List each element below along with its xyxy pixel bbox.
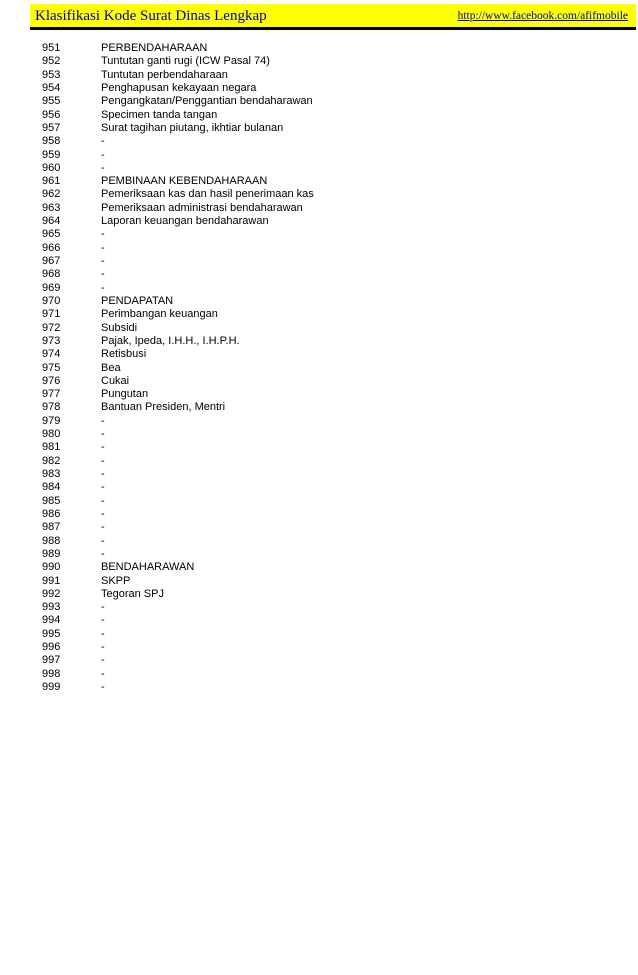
code-description: - (101, 441, 105, 454)
code-description: PERBENDAHARAAN (101, 42, 208, 54)
code-number: 952 (42, 55, 61, 68)
code-number: 994 (42, 614, 61, 627)
list-item (0, 681, 638, 694)
code-number: 998 (42, 667, 61, 680)
list-item (0, 588, 638, 601)
code-number: 974 (42, 348, 61, 361)
list-item (0, 401, 638, 414)
code-number: 951 (42, 42, 61, 54)
list-item (0, 348, 638, 361)
code-description: - (101, 481, 105, 494)
code-description: SKPP (101, 574, 131, 587)
code-number: 953 (42, 68, 61, 81)
code-description: Specimen tanda tangan (101, 108, 218, 121)
list-item (0, 282, 638, 295)
code-description: - (101, 241, 105, 254)
code-number: 986 (42, 507, 61, 520)
list-item (0, 614, 638, 627)
code-number: 968 (42, 268, 61, 281)
code-description: Subsidi (101, 321, 138, 334)
code-number: 960 (42, 161, 61, 174)
code-description: - (101, 627, 105, 640)
code-number: 963 (42, 201, 61, 214)
list-item (0, 521, 638, 534)
code-description: - (101, 454, 105, 467)
code-description: Surat tagihan piutang, ikhtiar bulanan (101, 121, 284, 134)
list-item (0, 149, 638, 162)
list-item (0, 428, 638, 441)
list-item (0, 322, 638, 335)
code-number: 982 (42, 454, 61, 467)
code-number: 999 (42, 681, 61, 693)
code-description: - (101, 468, 105, 480)
code-number: 966 (42, 241, 61, 254)
code-number: 996 (42, 641, 61, 654)
code-description: - (101, 547, 105, 560)
code-number: 985 (42, 494, 61, 507)
code-description: - (101, 681, 105, 693)
page-header (30, 4, 636, 30)
list-item (0, 69, 638, 82)
list-item (0, 135, 638, 148)
code-number: 980 (42, 428, 61, 441)
code-description: PEMBINAAN KEBENDAHARAAN (101, 175, 268, 188)
list-item (0, 162, 638, 175)
code-description: BENDAHARAWAN (101, 561, 195, 574)
code-description: Tegoran SPJ (101, 587, 164, 600)
code-number: 977 (42, 388, 61, 401)
code-description: - (101, 667, 105, 680)
code-description: - (101, 135, 105, 148)
code-description: - (101, 654, 105, 667)
code-description: Pajak, Ipeda, I.H.H., I.H.P.H. (101, 334, 240, 347)
code-description: Pemeriksaan kas dan hasil penerimaan kas (101, 188, 314, 201)
list-item (0, 175, 638, 188)
code-description: Pengangkatan/Penggantian bendaharawan (101, 95, 313, 108)
code-number: 970 (42, 294, 61, 307)
list-item (0, 668, 638, 681)
code-number: 976 (42, 374, 61, 387)
code-description: Perimbangan keuangan (101, 308, 218, 321)
code-description: - (101, 414, 105, 427)
code-description: - (101, 601, 105, 614)
list-item (0, 561, 638, 574)
code-description: Penghapusan kekayaan negara (101, 81, 257, 94)
list-item (0, 415, 638, 428)
list-item (0, 335, 638, 348)
code-number: 959 (42, 148, 61, 161)
code-number: 957 (42, 121, 61, 134)
list-item (0, 495, 638, 508)
code-description: - (101, 255, 105, 267)
code-number: 990 (42, 561, 61, 574)
code-description: - (101, 521, 105, 534)
list-item (0, 362, 638, 375)
code-description: Cukai (101, 374, 130, 387)
code-number: 964 (42, 215, 61, 228)
code-description: Bantuan Presiden, Mentri (101, 401, 226, 414)
code-number: 978 (42, 401, 61, 414)
code-number: 993 (42, 601, 61, 614)
list-item (0, 508, 638, 521)
list-item (0, 441, 638, 454)
code-description: - (101, 228, 105, 241)
list-item (0, 242, 638, 255)
list-item (0, 575, 638, 588)
code-description: Retisbusi (101, 348, 147, 361)
list-item (0, 228, 638, 241)
code-description: Pungutan (101, 388, 149, 401)
list-item (0, 95, 638, 108)
list-item (0, 375, 638, 388)
code-number: 955 (42, 95, 61, 108)
list-item (0, 122, 638, 135)
list-item (0, 654, 638, 667)
code-description: - (101, 161, 105, 174)
code-number: 984 (42, 481, 61, 494)
code-number: 995 (42, 627, 61, 640)
list-item (0, 55, 638, 68)
code-description: - (101, 641, 105, 654)
list-item (0, 641, 638, 654)
list-item (0, 215, 638, 228)
code-number: 972 (42, 321, 61, 334)
code-description: PENDAPATAN (101, 294, 174, 307)
code-description: Tuntutan perbendaharaan (101, 68, 228, 81)
code-number: 961 (42, 175, 61, 188)
code-description: Laporan keuangan bendaharawan (101, 215, 269, 228)
code-number: 997 (42, 654, 61, 667)
code-description: - (101, 268, 105, 281)
list-item (0, 535, 638, 548)
code-number: 989 (42, 547, 61, 560)
list-item (0, 468, 638, 481)
code-list (0, 42, 638, 694)
code-number: 958 (42, 135, 61, 148)
code-number: 983 (42, 468, 61, 480)
code-number: 973 (42, 334, 61, 347)
code-description: - (101, 281, 105, 294)
list-item (0, 601, 638, 614)
list-item (0, 268, 638, 281)
code-number: 971 (42, 308, 61, 321)
code-description: Pemeriksaan administrasi bendaharawan (101, 201, 303, 214)
list-item (0, 455, 638, 468)
list-item (0, 295, 638, 308)
code-number: 981 (42, 441, 61, 454)
list-item (0, 202, 638, 215)
code-number: 991 (42, 574, 61, 587)
list-item (0, 42, 638, 55)
list-item (0, 388, 638, 401)
code-description: - (101, 494, 105, 507)
code-number: 969 (42, 281, 61, 294)
code-description: Bea (101, 361, 121, 374)
code-description: - (101, 507, 105, 520)
code-description: - (101, 534, 105, 547)
list-item (0, 628, 638, 641)
code-number: 979 (42, 414, 61, 427)
code-description: Tuntutan ganti rugi (ICW Pasal 74) (101, 55, 270, 68)
list-item (0, 308, 638, 321)
code-description: - (101, 428, 105, 441)
list-item (0, 188, 638, 201)
code-number: 992 (42, 587, 61, 600)
code-number: 962 (42, 188, 61, 201)
code-description: - (101, 614, 105, 627)
list-item (0, 548, 638, 561)
list-item (0, 82, 638, 95)
page-title: Klasifikasi Kode Surat Dinas Lengkap (35, 8, 267, 24)
code-number: 967 (42, 255, 61, 267)
code-number: 988 (42, 534, 61, 547)
code-number: 954 (42, 81, 61, 94)
facebook-link[interactable]: http://www.facebook.com/afifmobile (457, 10, 628, 22)
code-number: 965 (42, 228, 61, 241)
code-number: 975 (42, 361, 61, 374)
list-item (0, 109, 638, 122)
list-item (0, 481, 638, 494)
code-description: - (101, 148, 105, 161)
list-item (0, 255, 638, 268)
code-number: 956 (42, 108, 61, 121)
code-number: 987 (42, 521, 61, 534)
